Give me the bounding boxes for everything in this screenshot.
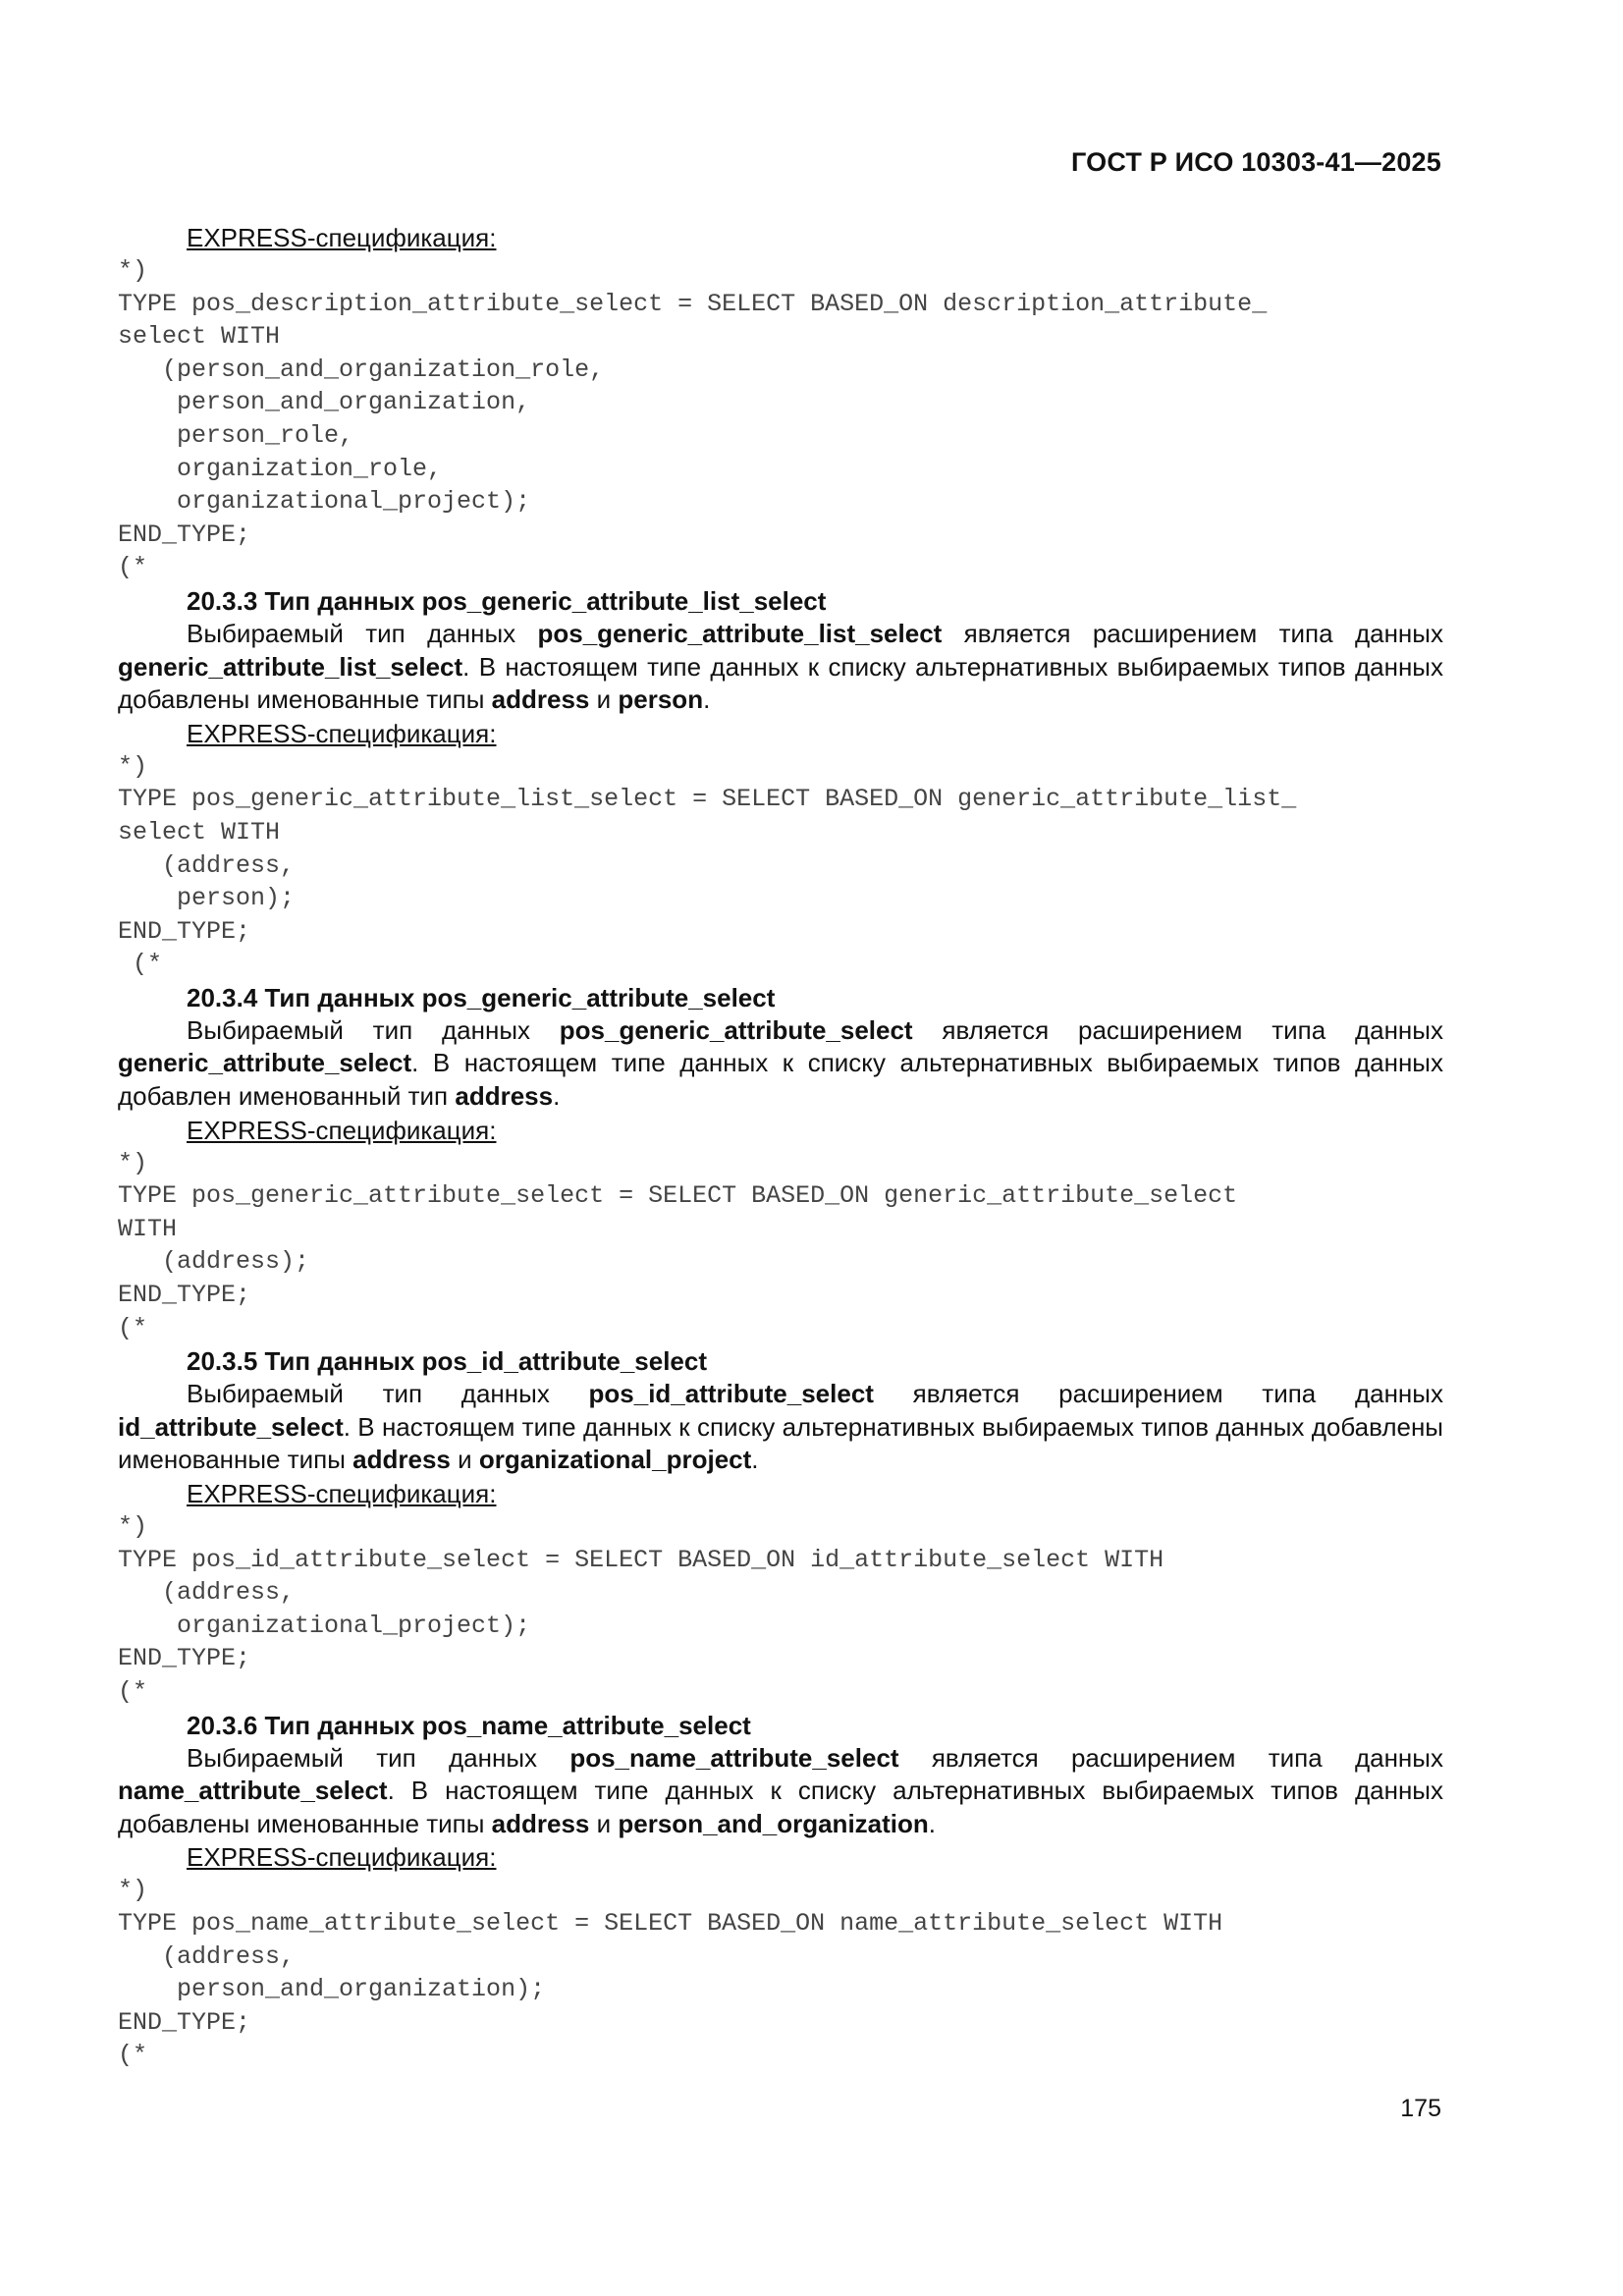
section-heading: 20.3.4 Тип данных pos_generic_attribute_select <box>187 982 776 1012</box>
express-spec-label: EXPRESS-спецификация: <box>187 1479 497 1508</box>
express-spec-label: EXPRESS-спецификация: <box>187 1842 497 1873</box>
express-spec-label: EXPRESS-спецификация: <box>187 718 497 748</box>
section-heading: 20.3.5 Тип данных pos_id_attribute_select <box>187 1346 708 1377</box>
express-code-block: *) TYPE pos_generic_attribute_list_select = SELECT BASED_ON generic_attribute_list_ select WITH (address, person); END_TYPE; (* <box>118 751 1297 979</box>
section-paragraph: Выбираемый тип данных pos_name_attribute_select является расширением типа данных name_attribute_select. В настоящем типе данных к списку альтернативных выбираемых типов данных добавлены именованные типы address и person_and_organization. <box>118 1742 1443 1838</box>
section-paragraph: Выбираемый тип данных pos_generic_attribute_select является расширением типа данных generic_attribute_select. В настоящем типе данных к списку альтернативных выбираемых типов данных добавлен именованный тип address. <box>118 1014 1443 1112</box>
express-code-block: *) TYPE pos_name_attribute_select = SELECT BASED_ON name_attribute_select WITH (address, person_and_organization); END_TYPE; (* <box>118 1876 1223 2070</box>
section-paragraph: Выбираемый тип данных pos_generic_attribute_list_select является расширением типа данных generic_attribute_list_select. В настоящем типе данных к списку альтернативных выбираемых типов данных добавлены именованные типы address и person. <box>118 618 1443 715</box>
express-code-block: *) TYPE pos_description_attribute_select = SELECT BASED_ON description_attribute_ select WITH (person_and_organization_role, person_and_organization, person_role, organization_role, organizational_project); END_TYPE; (* <box>118 256 1268 582</box>
section-heading: 20.3.3 Тип данных pos_generic_attribute_list_select <box>187 585 827 616</box>
page-body <box>118 221 1443 2072</box>
section-heading: 20.3.6 Тип данных pos_name_attribute_select <box>187 1710 751 1740</box>
express-spec-label: EXPRESS-спецификация: <box>187 223 497 252</box>
express-spec-label: EXPRESS-спецификация: <box>187 1115 497 1145</box>
express-code-block: *) TYPE pos_generic_attribute_select = SELECT BASED_ON generic_attribute_select WITH (address); END_TYPE; (* <box>118 1148 1238 1342</box>
standard-code-header: ГОСТ Р ИСО 10303-41—2025 <box>1071 147 1441 177</box>
express-code-block: *) TYPE pos_id_attribute_select = SELECT BASED_ON id_attribute_select WITH (address, organizational_project); END_TYPE; (* <box>118 1512 1164 1706</box>
page-number: 175 <box>1400 2095 1441 2122</box>
section-paragraph: Выбираемый тип данных pos_id_attribute_select является расширением типа данных id_attribute_select. В настоящем типе данных к списку альтернативных выбираемых типов данных добавлены именованные типы address и organizational_project. <box>118 1379 1443 1475</box>
